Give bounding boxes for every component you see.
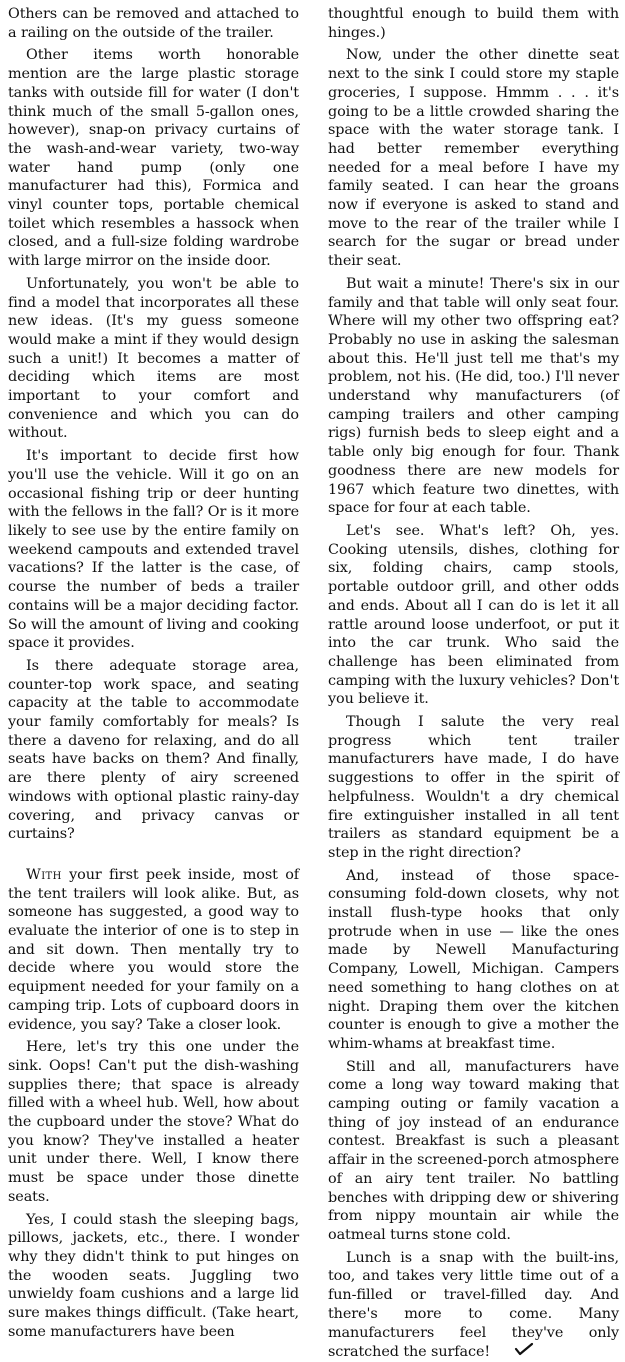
paragraph: Though I salute the very real progress which tent trailer manufacturers have made, I do have suggestions to offer in the spirit of helpfulness. Wouldn't a dry chemical fire extinguisher installed in all tent trailers as standard equipment be a step in the right direction? [328,714,619,861]
paragraph: Now, under the other dinette seat next to the sink I could store my staple groceries, I suppose. Hmmm . . . it's going to be a little crowded sharing the space with the water storage tank. I had better remember everything needed for a meal before I have my family seated. I can hear the groans now if everyone is asked to stand and move to the rear of the trailer while I search for the sugar or bread under their seat. [328,47,619,270]
paragraph: Others can be removed and attached to a railing on the outside of the trailer. [8,6,299,41]
final-paragraph [328,1249,619,1362]
paragraph-text: Lunch is a snap with the built-ins, too, and takes very little time out of a fun-filled or travel-filled day. And there's more to come. Many manufacturers feel they've only scratched the surface! [328,1249,619,1361]
paragraph: But wait a minute! There's six in our family and that table will only seat four. Where will my other two offspring eat? Probably no use in asking the salesman about this. He'll just tell me that's my problem, not his. (He did, too.) I'll never understand why manufacturers (of camping trailers and other camping rigs) furnish beds to sleep eight and a table only big enough for four. Thank goodness there are new models for 1967 which feature two dinettes, with space for four at each table. [328,275,619,517]
paragraph-text: your first peek inside, most of the tent trailers will look alike. But, as someone has suggested, a good way to evaluate the interior of one is to step in and sit down. Then mentally try to decide where you would store the equipment needed for your family on a camping trip. Lots of cupboard doors in evidence, you say? Take a closer look. [8,866,299,1033]
checkmark-icon [496,1342,534,1362]
paragraph: thoughtful enough to build them with hinges.) [328,6,619,41]
paragraph: Other items worth honorable mention are the large plastic storage tanks with outside fill for water (I don't think much of the small 5-gallon ones, however), snap-on privacy curtains of the wash-and-wear variety, two-way water hand pump (only one manufacturer had this), Formica and vinyl counter tops, portable chemical toilet which resembles a hassock when closed, and a full-size folding wardrobe with large mirror on the inside door. [8,47,299,270]
paragraph: Here, let's try this one under the sink. Oops! Can't put the dish-washing supplies there; that space is already filled with a wheel hub. Well, how about the cupboard under the stove? What do you know? They've installed a heater unit under there. Well, I know there must be space under those dinette seats. [8,1039,299,1205]
section-start-paragraph [8,866,299,1034]
paragraph: Unfortunately, you won't be able to find a model that incorporates all these new ideas. (It's my guess someone would make a mint if they would design such a unit!) It becomes a matter of deciding which items are most important to your comfort and convenience and which you can do without. [8,275,299,442]
right-column [328,5,619,1361]
paragraph: Let's see. What's left? Oh, yes. Cooking utensils, dishes, clothing for six, folding chairs, camp stools, portable outdoor grill, and other odds and ends. About all I can do is let it all rattle around loose underfoot, or put it into the car trunk. Who said the challenge has been eliminated from camping with the luxury vehicles? Don't you believe it. [328,522,619,708]
left-column [8,5,299,1340]
paragraph: And, instead of those space-consuming fold-down closets, why not install flush-type hooks that only protrude when in use — like the ones made by Newell Manufacturing Company, Lowell, Michigan. Campers need something to hang clothes on at night. Draping them over the kitchen counter is enough to give a mother the whim-whams at breakfast time. [328,867,619,1052]
paragraph: Still and all, manufacturers have come a long way toward making that camping outing or family vacation a thing of joy instead of an endurance contest. Breakfast is such a pleasant affair in the screened-porch atmosphere of an airy tent trailer. No battling benches with dripping dew or shivering from nippy mountain air while the oatmeal turns stone cold. [328,1058,619,1243]
paragraph: Yes, I could stash the sleeping bags, pillows, jackets, etc., there. I wonder why they didn't think to put hinges on the wooden seats. Juggling two unwieldy foam cushions and a large lid sure makes things difficult. (Take heart, some manufacturers have been [8,1211,299,1340]
paragraph: Is there adequate storage area, counter-top work space, and seating capacity at the table to accommodate your family comfortably for meals? Is there a daveno for relaxing, and do all seats have backs on them? And finally, are there plenty of airy screened windows with optional plastic rainy-day covering, and privacy canvas or curtains? [8,657,299,843]
section-lead-word: With [26,866,62,883]
paragraph: It's important to decide first how you'll use the vehicle. Will it go on an occasional fishing trip or deer hunting with the fellows in the fall? Or is it more likely to see use by the entire family on weekend campouts and extended travel vacations? If the latter is the case, of course the number of beds a trailer contains will be a major deciding factor. So will the amount of living and cooking space it provides. [8,448,299,652]
